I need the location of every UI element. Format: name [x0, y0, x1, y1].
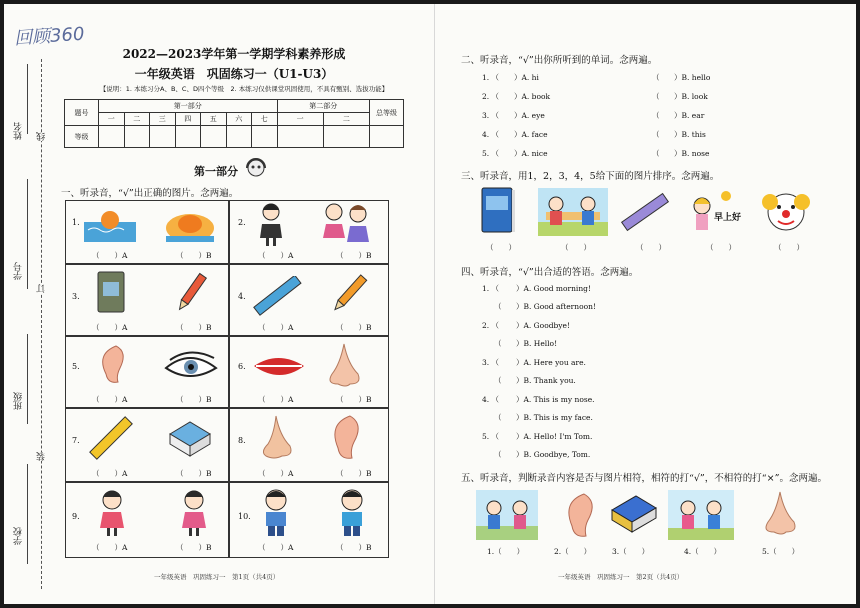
footer-left: 一年级英语 巩固练习一 第1页（共4页）	[154, 573, 280, 581]
s2-row-4-option-a: ）A. face	[514, 130, 548, 139]
girl-picture	[254, 202, 288, 248]
class-label: 班级	[14, 392, 24, 410]
kids-playground-picture	[538, 188, 608, 236]
col-header: 五	[201, 113, 227, 126]
exam-note: 【说明：1. 本练习分A、B、C、D四个等级 2. 本练习仅供课堂巩固使用，不具有甄别、选拔功能】	[99, 85, 389, 93]
grade-cell[interactable]	[124, 126, 150, 148]
headphones-icon	[244, 156, 268, 178]
ear-picture	[94, 342, 128, 388]
col-header: 四	[175, 113, 201, 126]
total-header: 总等级	[370, 100, 404, 126]
s4-item-4-option-a: ）A. This is my nose.	[516, 395, 595, 404]
q5-number: 5.	[72, 362, 80, 371]
s4-item-1-paren-b[interactable]: （	[494, 302, 502, 311]
shell-picture	[162, 204, 218, 244]
nose-q5-picture	[760, 490, 800, 540]
s4-item-5-paren-a[interactable]: 5. （	[482, 432, 500, 441]
judge-blank-2[interactable]: 2.（ ）	[554, 547, 592, 556]
q3-option-a[interactable]: （ ）A	[92, 323, 128, 332]
q7-number: 7.	[72, 436, 80, 445]
q4-number: 4.	[238, 292, 246, 301]
sea-sun-picture	[82, 204, 138, 244]
order-blank-1[interactable]: （ ）	[486, 243, 516, 252]
col-header: 一	[277, 113, 323, 126]
exam-subtitle: 一年级英语 巩固练习一（U1-U3）	[134, 67, 334, 81]
two-girls-picture	[316, 202, 374, 248]
q10-option-b[interactable]: （ ）B	[336, 543, 372, 552]
exam-title: 2022—2023学年第一学期学科素养形成	[122, 47, 346, 61]
girl-standing-picture	[176, 488, 212, 538]
pencil-picture	[174, 270, 208, 316]
grade-cell[interactable]	[226, 126, 252, 148]
s4-item-2-paren-b[interactable]: （	[494, 339, 502, 348]
nose-picture	[324, 342, 364, 390]
kids-meeting-picture	[476, 490, 538, 540]
q8-number: 8.	[238, 436, 246, 445]
judge-blank-1[interactable]: 1.（ ）	[487, 547, 525, 556]
grade-cell[interactable]	[323, 126, 369, 148]
grade-cell[interactable]	[370, 126, 404, 148]
row-label-grade: 等级	[65, 126, 99, 148]
col-header: 六	[226, 113, 252, 126]
s2-row-2-option-a: ）A. book	[514, 92, 551, 101]
q1-option-a[interactable]: （ ）A	[92, 251, 128, 260]
english-book-picture	[480, 186, 516, 236]
boy-picture	[256, 488, 296, 538]
q1-number: 1.	[72, 218, 80, 227]
xian-char: 线	[37, 132, 47, 141]
s4-item-2-paren-a[interactable]: 2. （	[482, 321, 500, 330]
judge-blank-3[interactable]: 3.（ ）	[612, 547, 650, 556]
s2-row-3-option-b: ）B. ear	[674, 111, 705, 120]
col-header: 七	[252, 113, 278, 126]
number-label: 学号	[14, 262, 24, 280]
section2-heading: 二、听录音，“√”出你所听到的单词。念两遍。	[461, 55, 658, 66]
q3-number: 3.	[72, 292, 80, 301]
school-blank	[27, 464, 28, 564]
s4-item-1-option-b: ）B. Good afternoon!	[516, 302, 596, 311]
s4-item-3-paren-a[interactable]: 3. （	[482, 358, 500, 367]
col-header: 二	[124, 113, 150, 126]
q8-option-a[interactable]: （ ）A	[258, 469, 294, 478]
q1-option-b[interactable]: （ ）B	[176, 251, 212, 260]
s2-row-1-option-b: ）B. hello	[674, 73, 711, 82]
s2-row-4-paren[interactable]: 4. （	[482, 130, 500, 139]
s2-row-3-option-a: ）A. eye	[514, 111, 545, 120]
footer-right: 一年级英语 巩固练习一 第2页（共4页）	[558, 573, 684, 581]
school-label: 学校	[14, 527, 24, 545]
s4-item-3-paren-b[interactable]: （	[494, 376, 502, 385]
handwritten-note: 回顾360	[13, 23, 86, 50]
s2-row-1-option-a: ）A. hi	[514, 73, 539, 82]
s2-row-1-paren[interactable]: 1. （	[482, 73, 500, 82]
ear-q5-picture	[558, 490, 598, 540]
s4-item-1-option-a: ）A. Good morning!	[516, 284, 591, 293]
s2-row-2-paren[interactable]: 2. （	[482, 92, 500, 101]
q5-option-b[interactable]: （ ）B	[176, 395, 212, 404]
judge-blank-5[interactable]: 5.（ ）	[762, 547, 800, 556]
q3-option-b[interactable]: （ ）B	[176, 323, 212, 332]
s2-row-5-option-b: ）B. nose	[674, 149, 710, 158]
q9-number: 9.	[72, 512, 80, 521]
judge-blank-4[interactable]: 4.（ ）	[684, 547, 722, 556]
s2-row-4-option-b: ）B. this	[674, 130, 706, 139]
s2-row-1-paren-b[interactable]: （	[652, 73, 660, 82]
q7-option-b[interactable]: （ ）B	[176, 469, 212, 478]
q4-option-b[interactable]: （ ）B	[336, 323, 372, 332]
grade-cell[interactable]	[277, 126, 323, 148]
clown-picture	[758, 186, 814, 236]
order-blank-5[interactable]: （ ）	[774, 243, 804, 252]
order-blank-2[interactable]: （ ）	[561, 243, 591, 252]
mouth-picture	[252, 352, 306, 382]
name-label: 姓名	[14, 122, 24, 140]
part1-header: 第一部分	[99, 100, 278, 113]
s4-item-3-option-a: ）A. Here you are.	[516, 358, 586, 367]
q6-option-b[interactable]: （ ）B	[336, 395, 372, 404]
s4-item-5-paren-b[interactable]: （	[494, 450, 502, 459]
order-blank-4[interactable]: （ ）	[706, 243, 736, 252]
ruler-yellow-picture	[86, 414, 136, 462]
s4-item-4-paren-b[interactable]: （	[494, 413, 502, 422]
ruler-picture	[252, 276, 304, 316]
s4-item-2-option-a: ）A. Goodbye!	[516, 321, 570, 330]
ding-char: 订	[37, 284, 47, 293]
q9-option-b[interactable]: （ ）B	[176, 543, 212, 552]
ear-side-picture	[326, 412, 364, 464]
s4-item-4-paren-a[interactable]: 4. （	[482, 395, 500, 404]
s2-row-5-paren-b[interactable]: （	[652, 149, 660, 158]
class-blank	[27, 334, 28, 424]
part2-header: 第二部分	[277, 100, 370, 113]
col-header: 一	[99, 113, 125, 126]
page-fold	[434, 4, 435, 604]
s2-row-5-paren[interactable]: 5. （	[482, 149, 500, 158]
s4-item-3-option-b: ）B. Thank you.	[516, 376, 576, 385]
ruler-purple-picture	[620, 190, 670, 234]
part1-title: 第一部分	[194, 165, 238, 178]
q8-option-b[interactable]: （ ）B	[336, 469, 372, 478]
s4-item-2-option-b: ）B. Hello!	[516, 339, 558, 348]
s2-row-2-option-b: ）B. look	[674, 92, 708, 101]
grade-cell[interactable]	[99, 126, 125, 148]
s2-row-3-paren-b[interactable]: （	[652, 111, 660, 120]
q5-option-a[interactable]: （ ）A	[92, 395, 128, 404]
s4-item-5-option-a: ）A. Hello! I'm Tom.	[516, 432, 593, 441]
q4-option-a[interactable]: （ ）A	[258, 323, 294, 332]
s4-item-1-paren-a[interactable]: 1. （	[482, 284, 500, 293]
s2-row-2-paren-b[interactable]: （	[652, 92, 660, 101]
girl-waving-picture	[94, 488, 130, 538]
score-table	[64, 99, 404, 148]
col-header: 二	[323, 113, 369, 126]
eraser-picture	[166, 418, 214, 458]
boy-waving-picture	[332, 488, 372, 538]
good-morning-text: 早上好	[714, 213, 742, 223]
grade-cell[interactable]	[201, 126, 227, 148]
book-picture	[94, 270, 128, 316]
section5-heading: 五、听录音，判断录音内容是否与图片相符，相符的打“√”，不相符的打“×”。念两遍。	[461, 473, 827, 484]
s2-row-3-paren[interactable]: 3. （	[482, 111, 500, 120]
exam-paper	[4, 4, 856, 604]
q2-option-a[interactable]: （ ）A	[258, 251, 294, 260]
s4-item-5-option-b: ）B. Goodbye, Tom.	[516, 450, 591, 459]
s4-item-4-option-b: ）B. This is my face.	[516, 413, 593, 422]
pencil-orange-picture	[326, 272, 372, 316]
zhuang-char: 装	[37, 452, 47, 461]
nose-side-picture	[258, 414, 294, 462]
order-blank-3[interactable]: （ ）	[636, 243, 666, 252]
q2-number: 2.	[238, 218, 246, 227]
q2-option-b[interactable]: （ ）B	[336, 251, 372, 260]
number-blank	[27, 179, 28, 289]
kids-classroom-picture	[668, 490, 734, 540]
eraser-q5-picture	[608, 492, 660, 536]
name-blank	[27, 64, 28, 134]
section1-heading: 一、听录音，“√”出正确的图片。念两遍。	[61, 188, 239, 199]
q6-number: 6.	[238, 362, 246, 371]
section4-heading: 四、听录音，“√”出合适的答语。念两遍。	[461, 267, 639, 278]
q6-option-a[interactable]: （ ）A	[258, 395, 294, 404]
s2-row-4-paren-b[interactable]: （	[652, 130, 660, 139]
grade-cell[interactable]	[150, 126, 176, 148]
q10-option-a[interactable]: （ ）A	[258, 543, 294, 552]
row-label-item: 题号	[65, 100, 99, 126]
q10-number: 10.	[238, 512, 251, 521]
q7-option-a[interactable]: （ ）A	[92, 469, 128, 478]
col-header: 三	[150, 113, 176, 126]
s2-row-5-option-a: ）A. nice	[514, 149, 548, 158]
eye-picture	[162, 348, 220, 384]
grade-cell[interactable]	[175, 126, 201, 148]
grade-cell[interactable]	[252, 126, 278, 148]
q9-option-a[interactable]: （ ）A	[92, 543, 128, 552]
section3-heading: 三、听录音，用1，2，3，4，5给下面的图片排序。念两遍。	[461, 171, 720, 182]
